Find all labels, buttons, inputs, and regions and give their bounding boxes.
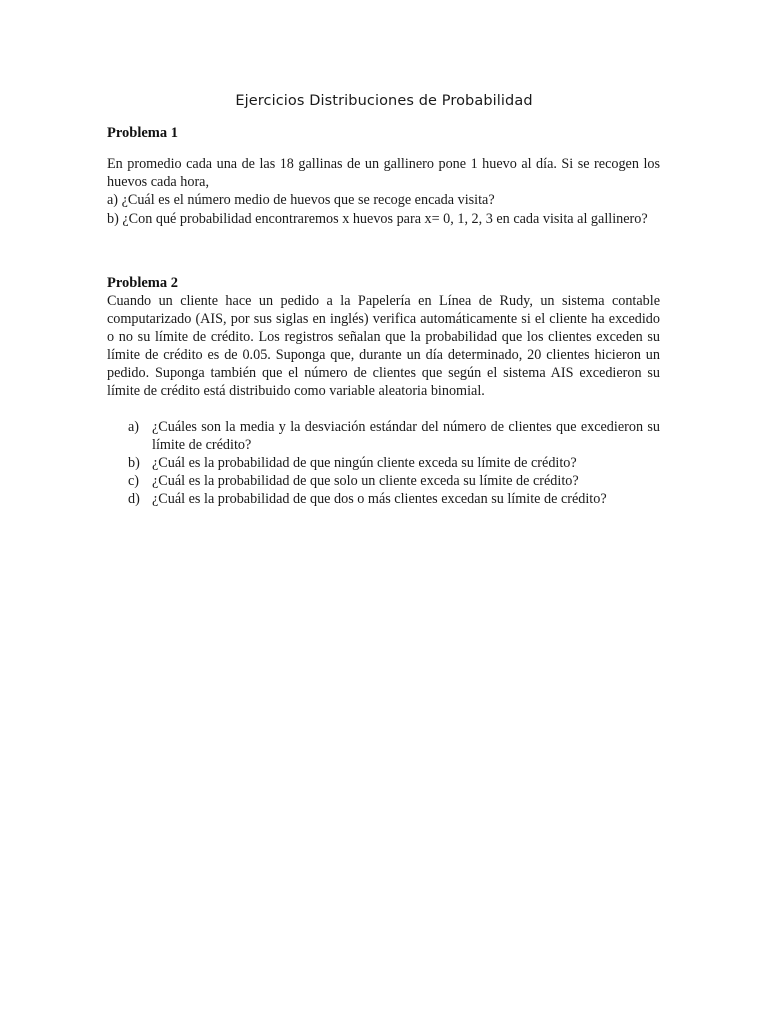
list-item: [107, 454, 660, 472]
list-item-text: ¿Cuáles son la media y la desviación estándar del número de clientes que excedieron su límite de crédito?: [152, 419, 660, 453]
list-item-text: ¿Cuál es la probabilidad de que ningún cliente exceda su límite de crédito?: [152, 455, 577, 471]
list-item: [107, 418, 660, 454]
problem-1-intro: En promedio cada una de las 18 gallinas de un gallinero pone 1 huevo al día. Si se recogen los huevos cada hora,: [107, 156, 660, 190]
list-item-text: ¿Cuál es la probabilidad de que dos o más clientes excedan su límite de crédito?: [152, 491, 607, 507]
list-item-marker: b): [128, 455, 140, 471]
list-item: [107, 490, 660, 508]
list-item: [107, 472, 660, 490]
problem-1-item-a: a) ¿Cuál es el número medio de huevos que se recoge encada visita?: [107, 192, 495, 208]
problem-2-intro: Cuando un cliente hace un pedido a la Papelería en Línea de Rudy, un sistema contable computarizado (AIS, por sus siglas en inglés) verifica automáticamente si el cliente ha excedido o no su límite de crédito. Los registros señalan que la probabilidad que los clientes exceden su límite de crédito es de 0.05. Suponga que, durante un día determinado, 20 clientes hicieron un pedido. Suponga también que el número de clientes que según el sistema AIS excedieron su límite de crédito está distribuido como variable aleatoria binomial.: [107, 293, 660, 399]
document-title: Ejercicios Distribuciones de Probabilidad: [235, 93, 533, 109]
problem-1-heading: Problema 1: [107, 125, 179, 141]
list-item-marker: d): [128, 491, 140, 507]
problem-2-heading: Problema 2: [107, 275, 179, 291]
problem-1-item-b: b) ¿Con qué probabilidad encontraremos x huevos para x= 0, 1, 2, 3 en cada visita al gallinero?: [107, 211, 648, 227]
list-item-marker: c): [128, 473, 140, 489]
list-item-marker: a): [128, 419, 140, 435]
problem-2-question-list: [107, 418, 660, 508]
list-item-text: ¿Cuál es la probabilidad de que solo un cliente exceda su límite de crédito?: [152, 473, 579, 489]
